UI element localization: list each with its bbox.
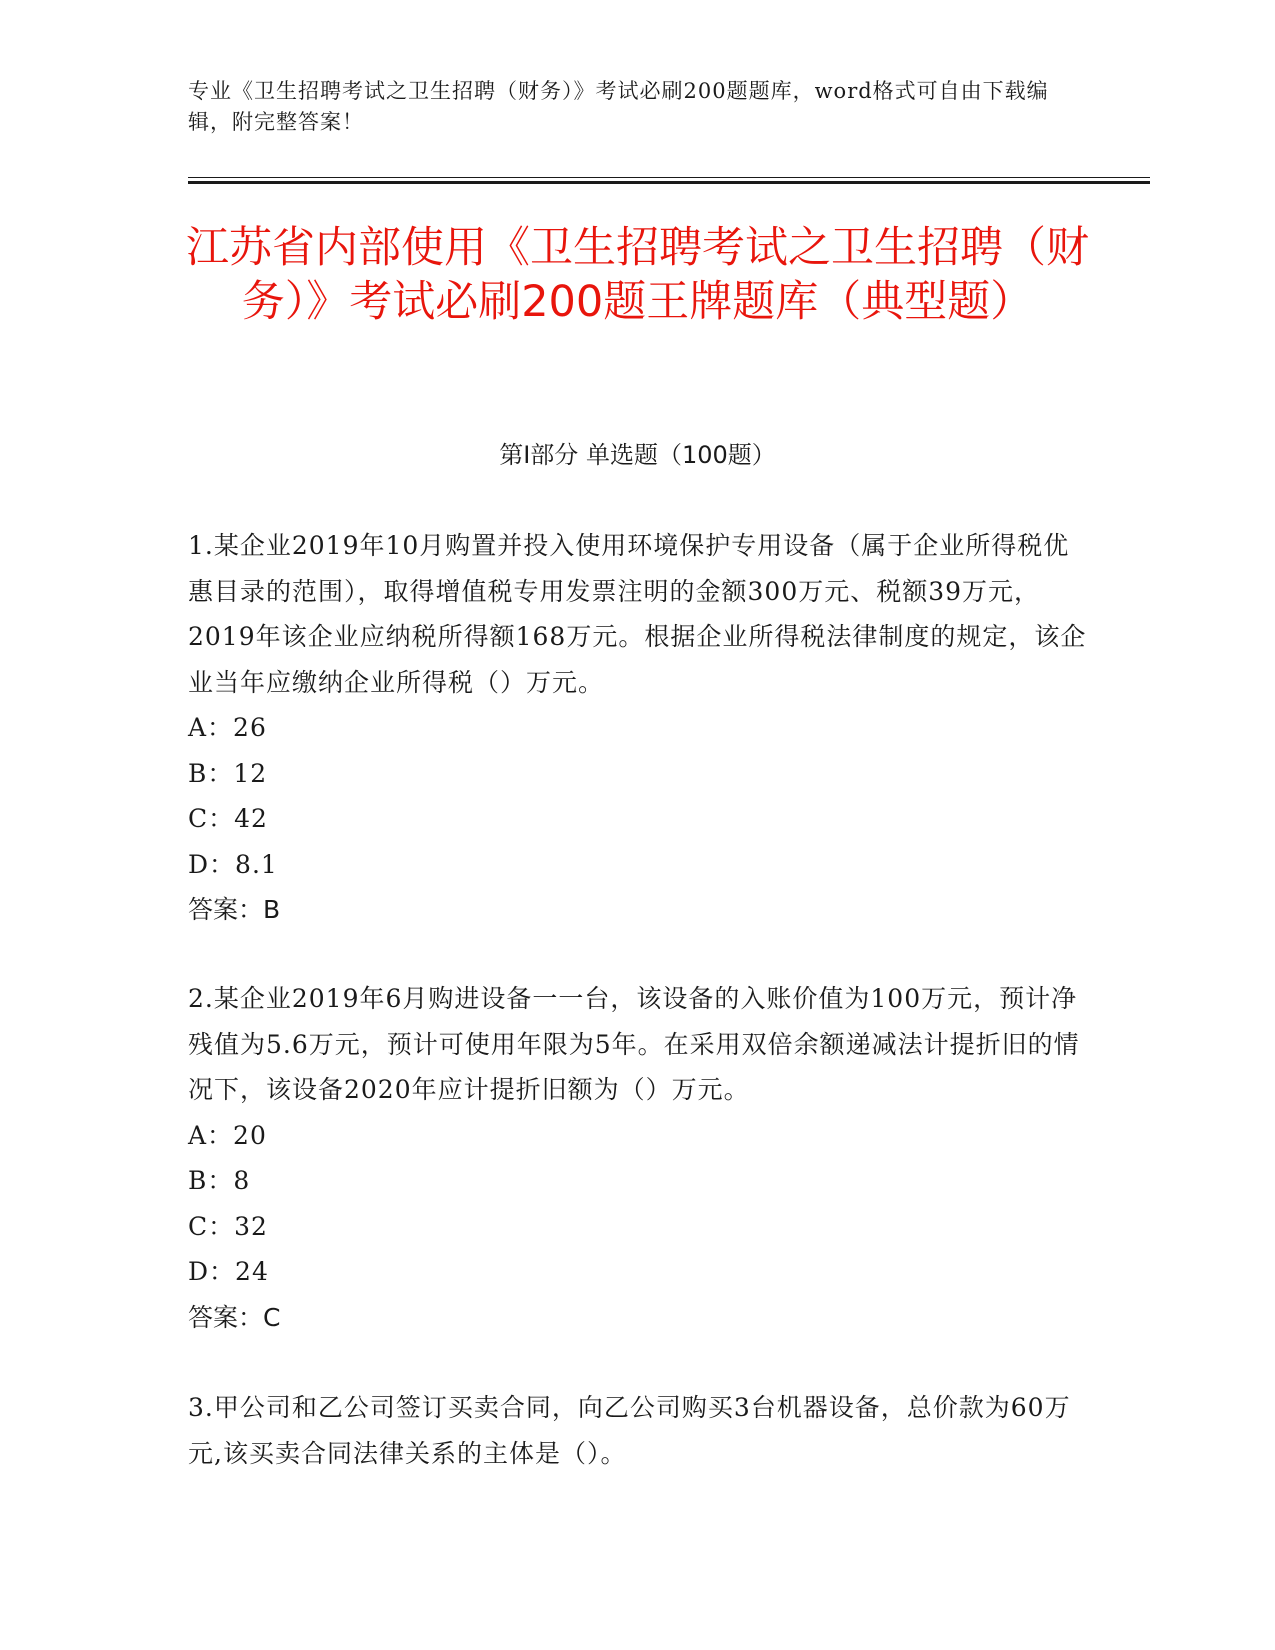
- option-b: B：8: [188, 1166, 251, 1195]
- option-c: C：42: [188, 804, 268, 833]
- header-divider-thick: [188, 181, 1150, 184]
- section-title: 第Ⅰ部分 单选题（100题）: [499, 441, 776, 469]
- option-a: A：20: [188, 1120, 267, 1150]
- option-b: B：12: [188, 758, 268, 788]
- option-d: D：24: [188, 1257, 269, 1286]
- option-c: C：32: [188, 1211, 268, 1241]
- question-2: [188, 976, 1088, 1340]
- answer: 答案：B: [188, 895, 281, 924]
- header-note: 专业《卫生招聘考试之卫生招聘（财务）》考试必刷200题题库，word格式可自由下载编辑，附完整答案！: [188, 79, 1049, 134]
- question-stem: 3.甲公司和乙公司签订买卖合同，向乙公司购买3台机器设备，总价款为60万元,该买卖合同法律关系的主体是（）。: [188, 1393, 1071, 1468]
- answer: 答案：C: [188, 1302, 281, 1332]
- header-divider-thin: [188, 177, 1150, 178]
- question-3: [188, 1385, 1088, 1476]
- question-stem: 2.某企业2019年6月购进设备一一台，该设备的入账价值为100万元，预计净残值为5.6万元，预计可使用年限为5年。在采用双倍余额递减法计提折旧的情况下，该设备2020年应计提折旧额为（）万元。: [188, 984, 1080, 1104]
- document-title: 江苏省内部使用《卫生招聘考试之卫生招聘（财务）》考试必刷200题王牌题库（典型题）: [186, 223, 1089, 327]
- question-1: [188, 523, 1088, 933]
- option-d: D：8.1: [188, 849, 278, 879]
- question-stem: 1.某企业2019年10月购置并投入使用环境保护专用设备（属于企业所得税优惠目录的范围），取得增值税专用发票注明的金额300万元、税额39万元，2019年该企业应纳税所得额168万元。根据企业所得税法律制度的规定，该企业当年应缴纳企业所得税（）万元。: [188, 531, 1087, 697]
- option-a: A：26: [188, 713, 267, 742]
